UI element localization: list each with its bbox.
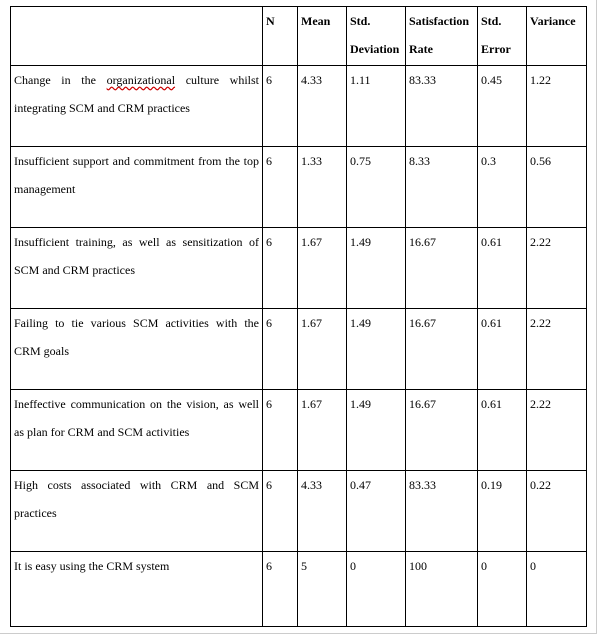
cell-n: 6 [263,309,298,390]
header-std-deviation-line1: Std. [350,14,371,28]
cell-variance: 0.56 [527,147,587,228]
header-row [11,7,587,66]
cell-std-deviation: 1.49 [347,228,406,309]
cell-std-deviation: 1.49 [347,309,406,390]
cell-n: 6 [263,471,298,552]
cell-std-error: 0.61 [478,309,527,390]
cell-mean: 1.67 [298,228,347,309]
table-row [11,552,587,627]
header-satisfaction-line2: Rate [409,42,433,56]
cell-n: 6 [263,228,298,309]
table-row [11,147,587,228]
header-mean-label: Mean [301,14,331,28]
cell-variance: 0.22 [527,471,587,552]
cell-satisfaction-rate: 8.33 [406,147,478,228]
header-item [11,7,263,66]
header-mean [298,7,347,66]
row-description-part: culture whilst integrating SCM and CRM practices [14,73,260,115]
table-row [11,471,587,552]
header-variance [527,7,587,66]
row-description: Ineffective communication on the vision, as well as plan for CRM and SCM activities [11,390,263,471]
cell-std-deviation: 0.75 [347,147,406,228]
header-satisfaction-rate [406,7,478,66]
cell-variance: 2.22 [527,228,587,309]
table-row [11,390,587,471]
header-std-deviation [347,7,406,66]
cell-std-error: 0.45 [478,66,527,147]
row-description: High costs associated with CRM and SCM practices [11,471,263,552]
table-row [11,66,587,147]
row-description: It is easy using the CRM system [11,552,263,627]
cell-n: 6 [263,147,298,228]
cell-variance: 2.22 [527,390,587,471]
row-description: Failing to tie various SCM activities with the CRM goals [11,309,263,390]
cell-std-deviation: 0.47 [347,471,406,552]
cell-std-deviation: 1.11 [347,66,406,147]
cell-std-error: 0.61 [478,390,527,471]
cell-std-error: 0.19 [478,471,527,552]
cell-std-error: 0.3 [478,147,527,228]
cell-satisfaction-rate: 16.67 [406,309,478,390]
header-n-label: N [266,14,275,28]
header-n [263,7,298,66]
table-row [11,309,587,390]
cell-mean: 5 [298,552,347,627]
cell-satisfaction-rate: 83.33 [406,66,478,147]
cell-std-deviation: 1.49 [347,390,406,471]
cell-n: 6 [263,66,298,147]
cell-std-error: 0.61 [478,228,527,309]
header-std-error-line2: Error [481,42,511,56]
cell-variance: 2.22 [527,309,587,390]
row-description-misspelled-word: organizational [106,73,176,87]
header-std-error [478,7,527,66]
row-description: Insufficient support and commitment from the top management [11,147,263,228]
cell-variance: 0 [527,552,587,627]
row-description [11,66,263,147]
header-std-error-line1: Std. [481,14,502,28]
cell-mean: 1.33 [298,147,347,228]
statistics-table [10,6,587,627]
table-row [11,228,587,309]
header-std-deviation-line2: Deviation [350,42,400,56]
cell-variance: 1.22 [527,66,587,147]
cell-satisfaction-rate: 100 [406,552,478,627]
row-description: Insufficient training, as well as sensitization of SCM and CRM practices [11,228,263,309]
cell-mean: 4.33 [298,66,347,147]
row-description-part: Change in the [14,73,107,87]
cell-mean: 1.67 [298,309,347,390]
cell-satisfaction-rate: 16.67 [406,228,478,309]
cell-n: 6 [263,552,298,627]
cell-n: 6 [263,390,298,471]
cell-mean: 1.67 [298,390,347,471]
cell-satisfaction-rate: 16.67 [406,390,478,471]
cell-std-deviation: 0 [347,552,406,627]
cell-satisfaction-rate: 83.33 [406,471,478,552]
cell-mean: 4.33 [298,471,347,552]
header-satisfaction-line1: Satisfaction [409,14,469,28]
header-variance-label: Variance [530,14,576,28]
cell-std-error: 0 [478,552,527,627]
